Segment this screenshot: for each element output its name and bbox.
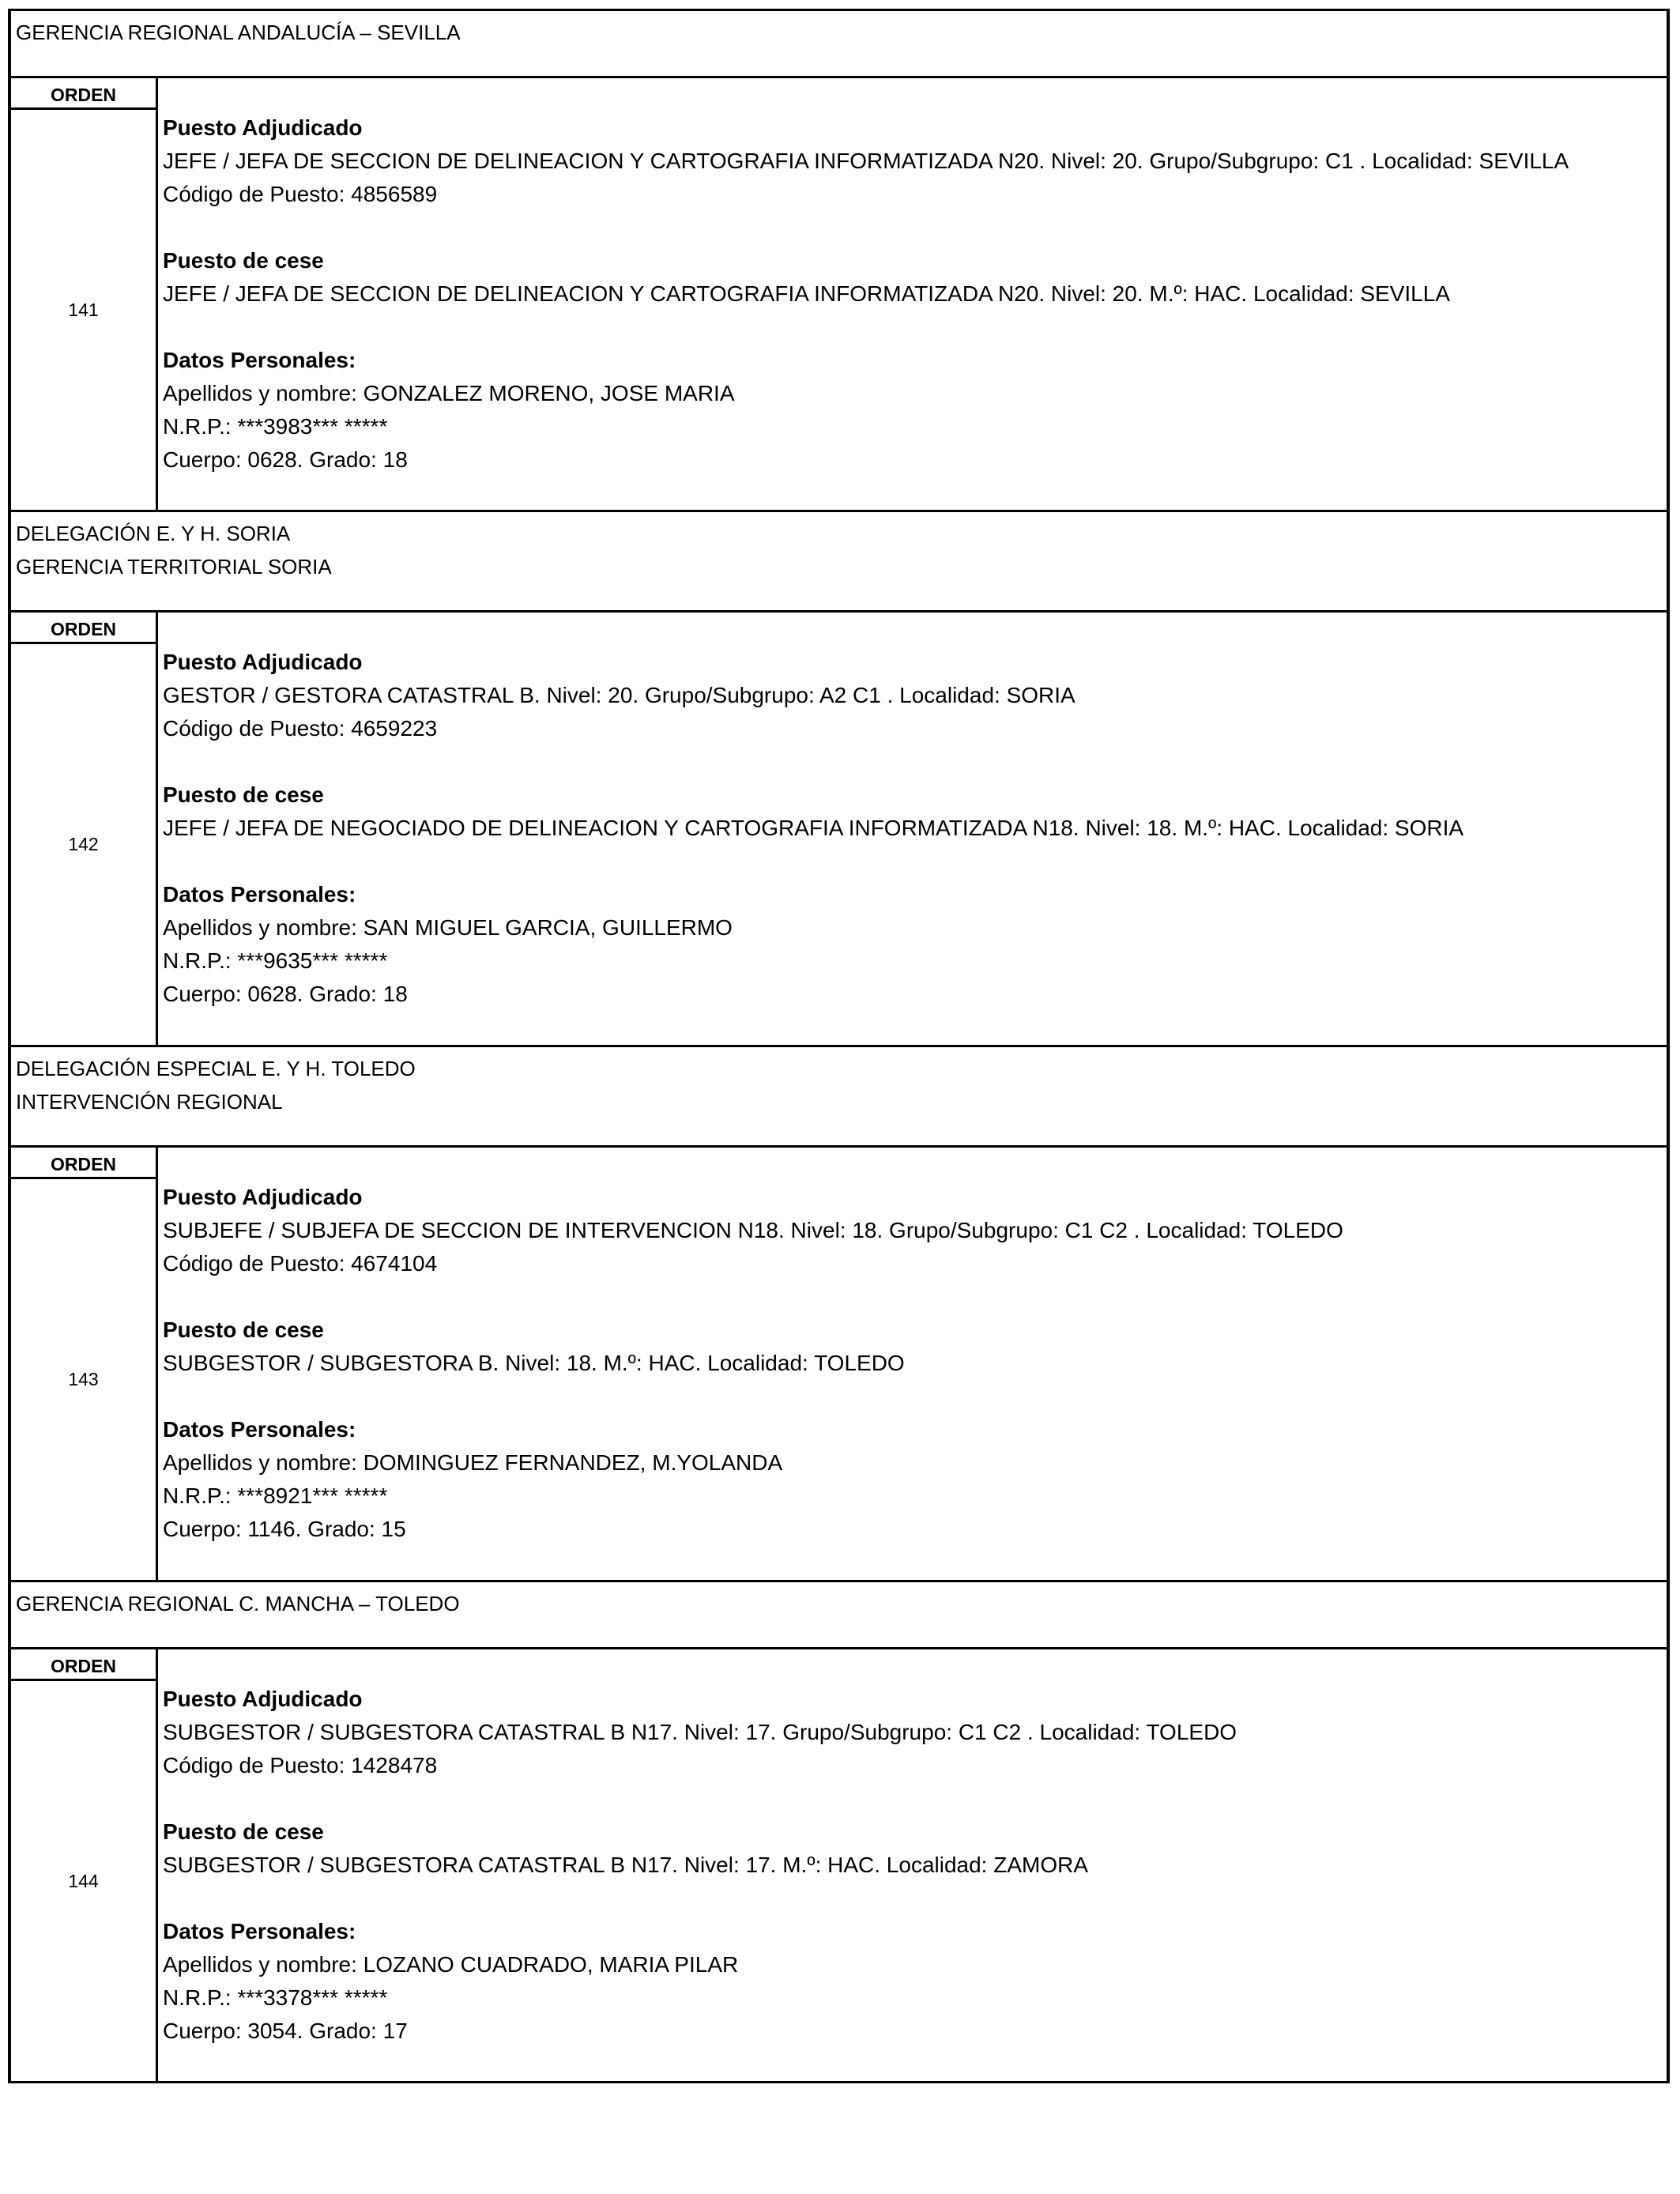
apellidos-nombre: Apellidos y nombre: SAN MIGUEL GARCIA, GUILLERMO xyxy=(163,915,733,940)
orden-column xyxy=(11,613,158,1045)
puesto-adjudicado-text: SUBGESTOR / SUBGESTORA CATASTRAL B N17. Nivel: 17. Grupo/Subgrupo: C1 C2 . Localidad: TOLEDO xyxy=(163,1720,1237,1744)
cuerpo-grado: Cuerpo: 0628. Grado: 18 xyxy=(163,447,408,472)
puesto-cese-text: SUBGESTOR / SUBGESTORA CATASTRAL B N17. Nivel: 17. M.º: HAC. Localidad: ZAMORA xyxy=(163,1853,1089,1877)
nrp: N.R.P.: ***8921*** ***** xyxy=(163,1483,388,1508)
puesto-adjudicado-heading: Puesto Adjudicado xyxy=(163,1185,363,1209)
orden-number: 141 xyxy=(68,299,99,320)
nrp: N.R.P.: ***3378*** ***** xyxy=(163,1985,388,2010)
puesto-cese-text: JEFE / JEFA DE NEGOCIADO DE DELINEACION Y CARTOGRAFIA INFORMATIZADA N18. Nivel: 18. M.º: HAC. Localidad: SORIA xyxy=(163,816,1464,840)
puesto-adjudicado-text: SUBJEFE / SUBJEFA DE SECCION DE INTERVENCION N18. Nivel: 18. Grupo/Subgrupo: C1 C2 . Localidad: TOLEDO xyxy=(163,1218,1343,1242)
section-header-line: GERENCIA TERRITORIAL SORIA xyxy=(16,555,332,579)
record-content xyxy=(158,1649,1667,2081)
record-content xyxy=(158,613,1667,1045)
cuerpo-grado: Cuerpo: 0628. Grado: 18 xyxy=(163,982,408,1006)
puesto-adjudicado-heading: Puesto Adjudicado xyxy=(163,1687,363,1711)
orden-label: ORDEN xyxy=(11,613,156,644)
datos-personales-heading: Datos Personales: xyxy=(163,1919,356,1943)
section-header-line: GERENCIA REGIONAL ANDALUCÍA – SEVILLA xyxy=(16,21,461,44)
section-header-block xyxy=(11,1047,1667,1148)
datos-personales-heading: Datos Personales: xyxy=(163,882,356,907)
record-row xyxy=(11,78,1667,512)
codigo-puesto: Código de Puesto: 1428478 xyxy=(163,1753,438,1777)
puesto-adjudicado-heading: Puesto Adjudicado xyxy=(163,650,363,674)
cuerpo-grado: Cuerpo: 3054. Grado: 17 xyxy=(163,2019,408,2043)
puesto-adjudicado-text: JEFE / JEFA DE SECCION DE DELINEACION Y CARTOGRAFIA INFORMATIZADA N20. Nivel: 20. Grupo/Subgrupo: C1 . Localidad: SEVILLA xyxy=(163,149,1569,173)
nrp: N.R.P.: ***9635*** ***** xyxy=(163,948,388,973)
section-header-block xyxy=(11,512,1667,613)
apellidos-nombre: Apellidos y nombre: DOMINGUEZ FERNANDEZ, M.YOLANDA xyxy=(163,1450,783,1475)
codigo-puesto: Código de Puesto: 4856589 xyxy=(163,182,438,206)
record-content xyxy=(158,1148,1667,1580)
codigo-puesto: Código de Puesto: 4674104 xyxy=(163,1251,438,1276)
cuerpo-grado: Cuerpo: 1146. Grado: 15 xyxy=(163,1517,406,1541)
record-row xyxy=(11,1148,1667,1582)
record-row xyxy=(11,613,1667,1047)
puesto-cese-heading: Puesto de cese xyxy=(163,248,324,273)
section-header-line: DELEGACIÓN ESPECIAL E. Y H. TOLEDO xyxy=(16,1057,416,1080)
orden-number: 143 xyxy=(68,1369,99,1389)
apellidos-nombre: Apellidos y nombre: LOZANO CUADRADO, MARIA PILAR xyxy=(163,1952,739,1977)
section-header-block xyxy=(11,11,1667,78)
puesto-cese-heading: Puesto de cese xyxy=(163,1819,324,1844)
orden-number: 142 xyxy=(68,834,99,854)
section-header-block xyxy=(11,1582,1667,1649)
section-header-line: INTERVENCIÓN REGIONAL xyxy=(16,1090,283,1114)
codigo-puesto: Código de Puesto: 4659223 xyxy=(163,716,438,741)
section-header-line: DELEGACIÓN E. Y H. SORIA xyxy=(16,522,291,545)
orden-column xyxy=(11,1649,158,2081)
puesto-cese-heading: Puesto de cese xyxy=(163,782,324,807)
datos-personales-heading: Datos Personales: xyxy=(163,1417,356,1442)
nrp: N.R.P.: ***3983*** ***** xyxy=(163,414,388,439)
orden-column xyxy=(11,1148,158,1580)
record-content xyxy=(158,78,1667,510)
apellidos-nombre: Apellidos y nombre: GONZALEZ MORENO, JOSE MARIA xyxy=(163,381,735,405)
datos-personales-heading: Datos Personales: xyxy=(163,348,356,372)
record-row xyxy=(11,1649,1667,2083)
orden-label: ORDEN xyxy=(11,78,156,110)
puesto-cese-text: SUBGESTOR / SUBGESTORA B. Nivel: 18. M.º: HAC. Localidad: TOLEDO xyxy=(163,1351,905,1375)
orden-column xyxy=(11,78,158,510)
puesto-adjudicado-heading: Puesto Adjudicado xyxy=(163,115,363,140)
document-table xyxy=(8,9,1670,2083)
orden-label: ORDEN xyxy=(11,1649,156,1681)
puesto-cese-text: JEFE / JEFA DE SECCION DE DELINEACION Y CARTOGRAFIA INFORMATIZADA N20. Nivel: 20. M.º: HAC. Localidad: SEVILLA xyxy=(163,281,1451,306)
puesto-adjudicado-text: GESTOR / GESTORA CATASTRAL B. Nivel: 20. Grupo/Subgrupo: A2 C1 . Localidad: SORIA xyxy=(163,683,1075,707)
section-header-line: GERENCIA REGIONAL C. MANCHA – TOLEDO xyxy=(16,1592,460,1615)
orden-number: 144 xyxy=(68,1870,99,1891)
puesto-cese-heading: Puesto de cese xyxy=(163,1318,324,1342)
orden-label: ORDEN xyxy=(11,1148,156,1179)
